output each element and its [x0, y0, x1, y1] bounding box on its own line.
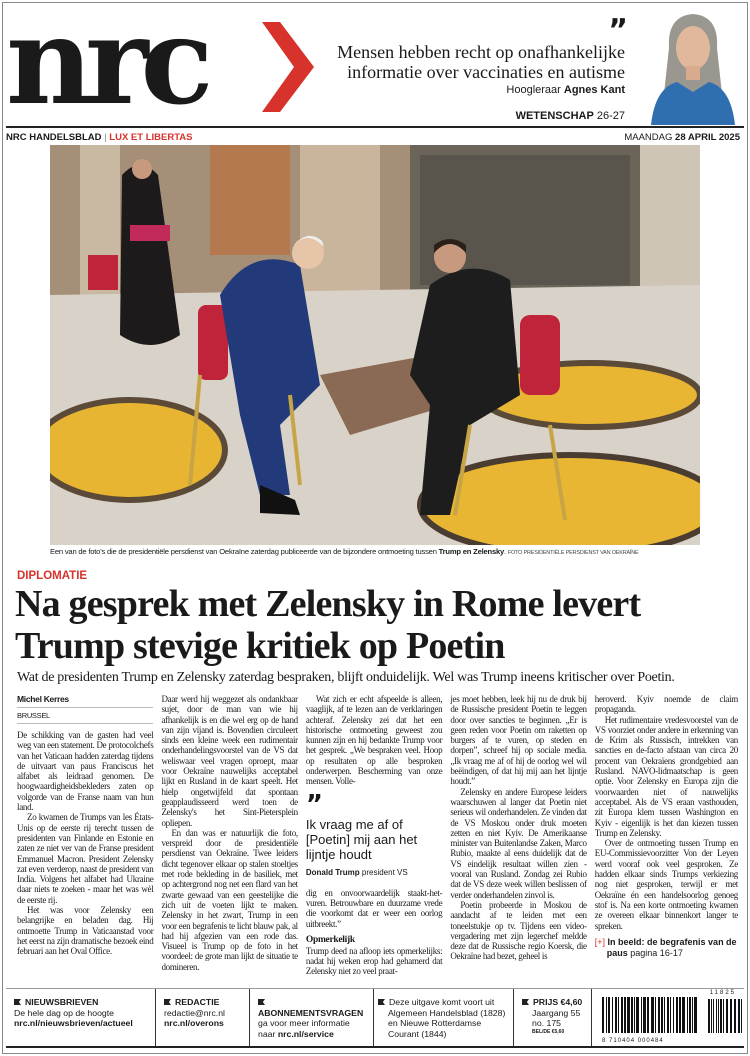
footer-subscriptions[interactable]: ABONNEMENTSVRAGEN ga voor meer informatie naar nrc.nl/service: [250, 989, 374, 1046]
article-area: [0, 569, 750, 1056]
barcode-bar: [651, 997, 654, 1033]
footer-history: Deze uitgave komt voort uit Algemeen Handelsblad (1828) en Nieuwe Rotterdamse Courant (1844): [374, 989, 514, 1046]
barcode-bar: [730, 999, 732, 1033]
column-5: heroverd. Kyiv noemde de claim propaganda. Het rudimentaire vredesvoorstel van de VS voorziet onder andere in erkenning van de Krim als Russisch, intrekken van sancties en de-facto afstaan van circa 20 procent van Oekraïens grondgebied aan Rusland. NAVO-lidmaatschap is geen optie. Voor Zelensky en Europa zijn die voorwaarden niet of nauwelijks acceptabel. Als de VS eraan vasthouden, zit Europa klem tussen Washington en Kyiv - eigenlijk is het dan kiezen tussen Trump en Zelensky. Over de ontmoeting tussen Trump en EU-Commissievoorzitter Von der Leyen werd vooraf ook veel gesproken. Ze hadden elkaar sinds Trumps verkiezing nog niet gesproken, terwijl er met Oekraïne én een handelsoorlog genoeg stof is. Na een korte ontmoeting kwamen ze overeen elkaar binnenkort langer te spreken. [+] In beeld: de begrafenis van de paus pagina 16-17: [594, 694, 738, 958]
barcode-bar: [608, 997, 610, 1033]
barcode-bar: [631, 997, 633, 1033]
barcode-bar: [655, 997, 656, 1033]
pull-quote: Ik vraag me af of [Poetin] mij aan het lijntje houdt: [305, 816, 418, 862]
related-link[interactable]: [+] In beeld: de begrafenis van de paus pagina 16-17: [594, 936, 737, 958]
article-kicker: DIPLOMATIE: [17, 570, 88, 582]
barcode-bar: [687, 997, 688, 1033]
barcode-bar: [708, 999, 710, 1033]
barcode-bar: [679, 997, 681, 1033]
footer: [6, 988, 744, 1048]
barcode: 8 710404 000484 11825: [592, 989, 744, 1046]
author: Michel Kerres: [17, 694, 153, 708]
column-1: Michel Kerres BRUSSEL De schikking van de gasten had veel weg van een statement. De protocolchefs van het Vaticaan hadden zaterdag tijdens de uitvaart van paus Franciscus het alfabet als leidraad genomen. De hoogwaardigheidsbekleders zaten op volgorde van de Franse naam van hun land. Zo kwamen de Trumps van les États-Unis op de eerste rij terecht tussen de presidenten van Finlande en Estonie en zaten ze niet ver van de Franse president Emmanuel Macron. President Zelensky zat even verderop, naast de president van India. Volgens het alfabet had Ukraine daar niets te zoeken - maar het was wèl de eerste rij. Het was voor Zelensky een belangrijke en beladen dag. Hij ontmoette Trump in Vaticaanstad voor het eerst na zijn dramatische bezoek eind februari aan het Oval Office.: [17, 694, 154, 957]
barcode-bar: [627, 997, 630, 1033]
barcode-bar: [647, 997, 649, 1033]
barcode-bar: [667, 997, 669, 1033]
barcode-bar: [692, 997, 693, 1033]
barcode-bar: [612, 997, 613, 1033]
article-headline[interactable]: Na gesprek met Zelensky in Rome levert Trump stevige kritiek op Poetin: [15, 583, 641, 667]
barcode-bar: [734, 999, 736, 1033]
barcode-bar: [636, 997, 639, 1033]
teaser-quote: Mensen hebben recht op onafhankelijke informatie over vaccinaties en autisme: [337, 42, 625, 82]
article-columns: [17, 694, 738, 982]
logo-chevron-icon: [262, 22, 314, 112]
barcode-bar: [676, 997, 678, 1033]
barcode-bar: [606, 997, 607, 1033]
barcode-bar: [741, 999, 742, 1033]
teaser-section: WETENSCHAP 26-27: [515, 110, 625, 122]
barcode-bar: [716, 999, 717, 1033]
barcode-bar: [661, 997, 663, 1033]
barcode-bar: [634, 997, 635, 1033]
barcode-bar: [713, 999, 714, 1033]
quote-icon: ”: [305, 789, 320, 820]
barcode-bar: [673, 997, 674, 1033]
barcode-bar: [682, 997, 685, 1033]
footer-price: PRIJS €4,60 Jaargang 55 no. 175 BEL/DE €5,60: [514, 989, 592, 1046]
barcode-bar: [615, 997, 617, 1033]
barcode-bars: [598, 991, 746, 1035]
barcode-bar: [621, 997, 623, 1033]
teaser[interactable]: [325, 13, 625, 122]
barcode-bar: [723, 999, 724, 1033]
barcode-bar: [670, 997, 671, 1033]
footer-newsletters[interactable]: NIEUWSBRIEVEN De hele dag op de hoogte nrc.nl/nieuwsbrieven/actueel: [6, 989, 156, 1046]
footer-editorial[interactable]: REDACTIE redactie@nrc.nl nrc.nl/overons: [156, 989, 250, 1046]
barcode-bar: [624, 997, 626, 1033]
pull-quote-attribution: Donald Trump president VS: [305, 867, 408, 877]
barcode-bar: [718, 999, 719, 1033]
barcode-bar: [618, 997, 619, 1033]
barcode-bar: [602, 997, 604, 1033]
dateline: BRUSSEL: [17, 708, 153, 724]
barcode-bar: [658, 997, 660, 1033]
masthead-bar: NRC HANDELSBLAD | LUX ET LIBERTAS MAANDAG 28 APRIL 2025: [6, 126, 744, 142]
column-2: Daar werd hij weggezet als ondankbaar sujet, door de man van wie hij afhankelijk is en die wel erg op de hand van zijn vijand is. Bovendien circuleert sinds een kleine week een rudimentair onderhandelingsvoorstel van de VS dat weliswaar veel vragen oproept, maar voor Oekraïne nauwelijks acceptabel lijkt en Rusland in de kaart speelt. Het hielp ongetwijfeld dat spontaan geapplaudisseerd werd toen de Zelensky's het Sint-Pietersplein opliepen. En dan was er natuurlijk die foto, verspreid door de presidentiële persdienst van Oekraïne. Twee leiders dicht tegenover elkaar op stalen stoeltjes met rode bekleding in de basiliek, met op achtergrond nog net een flard van het zwarte gewaad van een geestelijke die zich uit de voeten lijkt te maken. Zelensky in het zwart, Trump in een voor een begrafenis te licht blauw pak, al had hij afgezien van een rode das. Visueel is Trump op de foto in het voordeel: de grote man lijkt de situatie te domineren.: [161, 694, 298, 972]
barcode-bar: [738, 999, 740, 1033]
barcode-bar: [689, 997, 691, 1033]
barcode-bar: [664, 997, 665, 1033]
subheading: Opmerkelijk: [305, 934, 355, 945]
barcode-bar: [641, 997, 642, 1033]
lead-photo[interactable]: [50, 145, 700, 545]
barcode-bar: [643, 997, 646, 1033]
column-4: jes moet hebben, leek hij nu de druk bij de Russische president Poetin te leggen door over sancties te beginnen. „Er is geen reden voor Poetin om raketten op burgers af te vuren, op steden en dorpen”, schreef hij op sociale media. „Ik vraag me af of hij de oorlog wel wil beëindigen, of dat hij mij aan het lijntje houdt.” Zelensky en andere Europese leiders waarschuwen al langer dat Poetin niet serieus wil onderhandelen. Ze vinden dat de VS Moskou onder druk moeten zetten en niet Kyiv. De Amerikaanse minister van Buitenlandse Zaken, Marco Rubio, maakte al eens duidelijk dat de VS eindelijk resultaat willen zien - vooral van Rusland. Zondag zei Rubio dat de VS deze week willen beslissen of verder onderhandelen zinvol is. Poetin probeerde in Moskou de aandacht af te leiden met een toneelstukje op tv. Tijdens een video-vergadering met zijn legerchef meldde deze dat de Russische regio Koersk, die Oekraïne had bezet, geheel is: [450, 694, 587, 962]
quote-icon: ”: [608, 13, 625, 48]
article-intro: Wat de presidenten Trump en Zelensky zaterdag bespraken, blijft onduidelijk. Wel was Trump ineens kritischer over Poetin.: [17, 670, 675, 685]
column-3: Wat zich er echt afspeelde is alleen, vaaglijk, af te lezen aan de verklaringen achteraf. Zelensky zei dat het een historische ontmoeting geweest zou kunnen zijn en hij bedankte Trump voor het gesprek. „We bespraken veel. Hoop op resultaten op alle besproken onderwerpen. Bescherming van onze mensen. Volle- ” Ik vraag me af of [Poetin] mij aan het lijntje houdt Donald Trump president VS dig en onvoorwaardelijk staakt-het-vuren. Betrouwbare en duurzame vrede die voorkomt dat er weer een oorlog uitbreekt.” Opmerkelijk Trump deed na afloop iets opmerkelijks: nadat hij weken erop had gehamerd dat Zelensky niet zo veel praat-: [305, 694, 443, 977]
barcode-bar: [726, 999, 728, 1033]
portrait-image: [647, 8, 739, 125]
photo-caption: Een van de foto's die de presidentiële persdienst van Oekraïne zaterdag publiceerde van de bijzondere ontmoeting tussen Trump en Zelensky. FOTO PRESIDENTIËLE PERSDIENST VAN OEKRAÏNE: [50, 547, 639, 556]
teaser-byline: Hoogleraar Agnes Kant: [506, 84, 625, 96]
barcode-bar: [711, 999, 712, 1033]
nrc-logo[interactable]: nrc: [6, 0, 206, 132]
barcode-bar: [720, 999, 722, 1033]
barcode-bar: [694, 997, 697, 1033]
